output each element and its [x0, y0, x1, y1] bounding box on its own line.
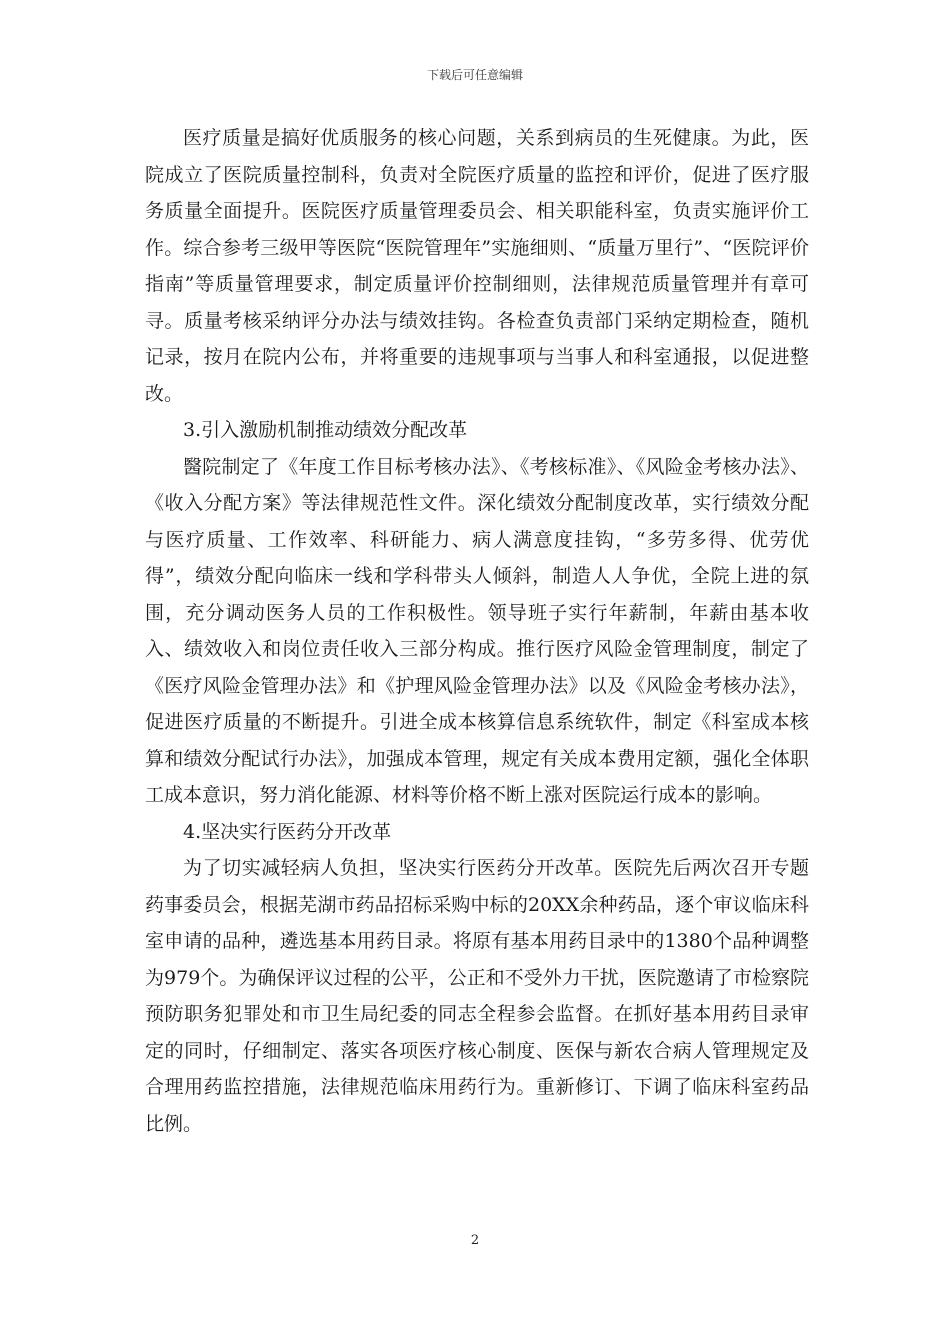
page-number: 2	[470, 1233, 480, 1248]
section-heading-3: 3.引入激励机制推动绩效分配改革	[183, 419, 468, 441]
document-body	[145, 120, 809, 1142]
paragraph-quality-control: 医疗质量是搞好优质服务的核心问题，关系到病员的生死健康。为此，医院成立了医院质量控制科，负责对全院医疗质量的监控和评价，促进了医疗服务质量全面提升。医院医疗质量管理委员会、相关职能科室，负责实施评价工作。综合参考三级甲等医院“医院管理年”实施细则、“质量万里行”、“医院评价指南”等质量管理要求，制定质量评价控制细则，法律规范质量管理并有章可寻。质量考核采纳评分办法与绩效挂钩。各检查负责部门采纳定期检查，随机记录，按月在院内公布，并将重要的违规事项与当事人和科室通报，以促进整改。	[145, 127, 809, 405]
paragraph-medicine-separation: 为了切实减轻病人负担，坚决实行医药分开改革。医院先后两次召开专题药事委员会，根据芜湖市药品招标采购中标的20XX余种药品，逐个审议临床科室申请的品种，遴选基本用药目录。将原有基本用药目录中的1380个品种调整为979个。为确保评议过程的公平，公正和不受外力干扰，医院邀请了市检察院预防职务犯罪处和市卫生局纪委的同志全程参会监督。在抓好基本用药目录审定的同时，仔细制定、落实各项医疗核心制度、医保与新农合病人管理规定及合理用药监控措施，法律规范临床用药行为。重新修订、下调了临床科室药品比例。	[145, 857, 809, 1135]
section-heading-4: 4.坚决实行医药分开改革	[183, 820, 392, 843]
page-header-note: 下载后可任意编辑	[426, 68, 523, 82]
paragraph-performance-reform: 醫院制定了《年度工作目标考核办法》、《考核标准》、《风险金考核办法》、《收入分配方案》等法律规范性文件。深化绩效分配制度改革，实行绩效分配与医疗质量、工作效率、科研能力、病人满意度挂钩，“多劳多得、优劳优得”，绩效分配向临床一线和学科带头人倾斜，制造人人争优，全院上进的氛围，充分调动医务人员的工作积极性。领导班子实行年薪制，年薪由基本收入、绩效收入和岗位责任收入三部分构成。推行医疗风险金管理制度，制定了《医疗风险金管理办法》和《护理风险金管理办法》以及《风险金考核办法》，促进医疗质量的不断提升。引进全成本核算信息系统软件，制定《科室成本核算和绩效分配试行办法》，加强成本管理，规定有关成本费用定额，强化全体职工成本意识，努力消化能源、材料等价格不断上涨对医院运行成本的影响。	[145, 455, 809, 806]
